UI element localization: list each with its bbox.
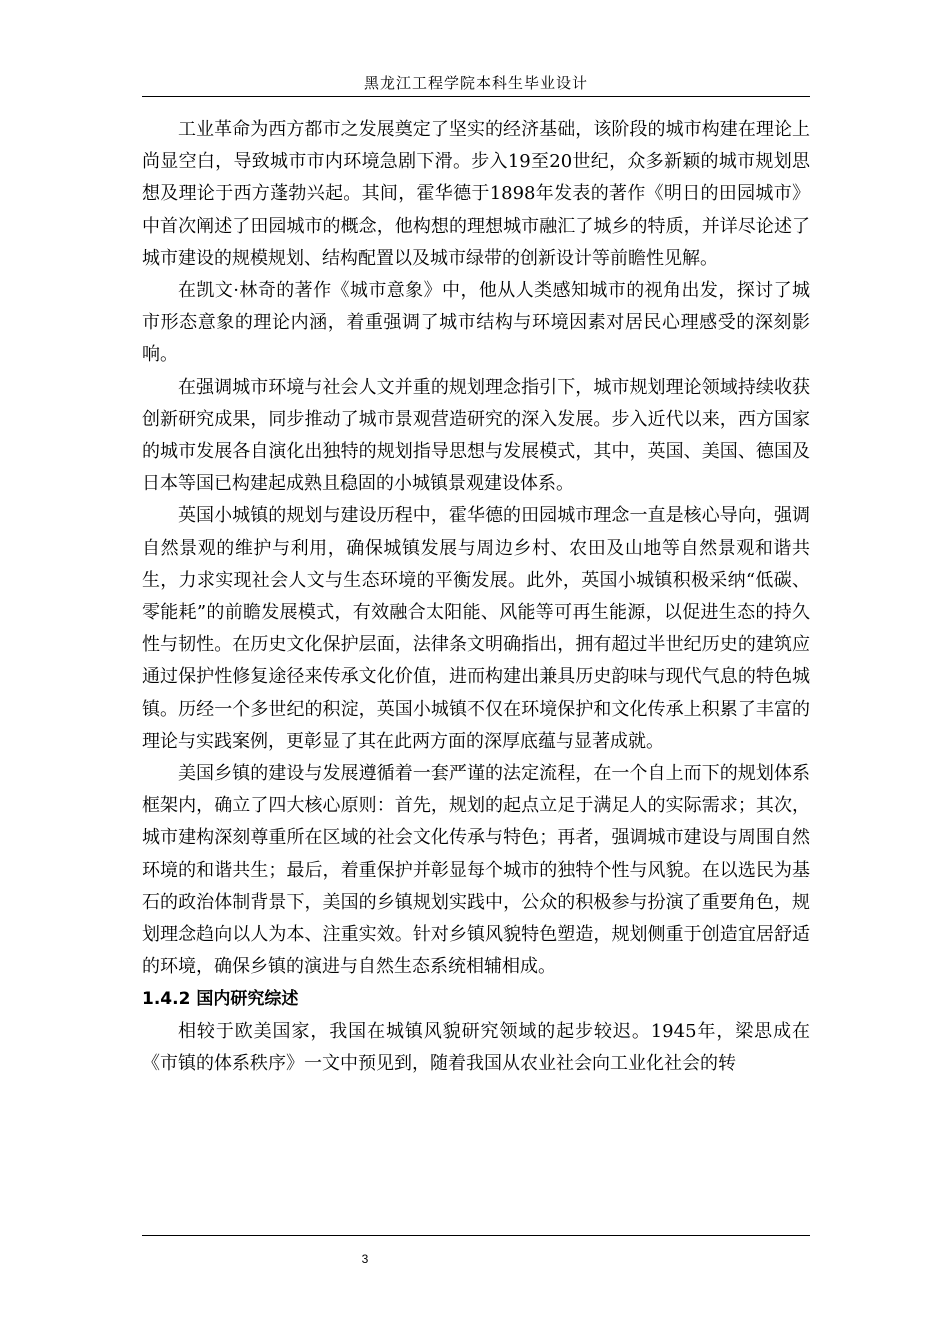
paragraph-industrial-revolution: 工业革命为西方都市之发展奠定了坚实的经济基础，该阶段的城市构建在理论上尚显空白，导致城市市内环境急剧下滑。步入19至20世纪，众多新颖的城市规划思想及理论于西方蓬勃兴起。其间，霍华德于1898年发表的著作《明日的田园城市》中首次阐述了田园城市的概念，他构想的理想城市融汇了城乡的特质，并详尽论述了城市建设的规模规划、结构配置以及城市绿带的创新设计等前瞻性见解。 bbox=[142, 119, 810, 269]
paragraph-domestic-research: 相较于欧美国家，我国在城镇风貌研究领域的起步较迟。1945年，梁思成在《市镇的体系秩序》一文中预见到，随着我国从农业社会向工业化社会的转 bbox=[142, 1020, 810, 1074]
header-title: 黑龙江工程学院本科生毕业设计 bbox=[363, 74, 588, 92]
page-number: 3 bbox=[361, 1252, 369, 1266]
paragraph-planning-theory: 在强调城市环境与社会人文并重的规划理念指引下，城市规划理论领域持续收获创新研究成果，同步推动了城市景观营造研究的深入发展。步入近代以来，西方国家的城市发展各自演化出独特的规划指导思想与发展模式，其中，英国、美国、德国及日本等国已构建起成熟且稳固的小城镇景观建设体系。 bbox=[142, 376, 810, 495]
footer-rule bbox=[142, 1235, 810, 1236]
paragraph-us-towns: 美国乡镇的建设与发展遵循着一套严谨的法定流程，在一个自上而下的规划体系框架内，确立了四大核心原则：首先，规划的起点立足于满足人的实际需求；其次，城市建构深刻尊重所在区域的社会文化传承与特色；再者，强调城市建设与周围自然环境的和谐共生；最后，着重保护并彰显每个城市的独特个性与风貌。在以选民为基石的政治体制背景下，美国的乡镇规划实践中，公众的积极参与扮演了重要角色，规划理念趋向以人为本、注重实效。针对乡镇风貌特色塑造，规划侧重于创造宜居舒适的环境，确保乡镇的演进与自然生态系统相辅相成。 bbox=[142, 763, 810, 978]
document-body bbox=[142, 114, 810, 1080]
paragraph-uk-towns: 英国小城镇的规划与建设历程中，霍华德的田园城市理念一直是核心导向，强调自然景观的维护与利用，确保城镇发展与周边乡村、农田及山地等自然景观和谐共生，力求实现社会人文与生态环境的平衡发展。此外，英国小城镇积极采纳“低碳、零能耗”的前瞻发展模式，有效融合太阳能、风能等可再生能源，以促进生态的持久性与韧性。在历史文化保护层面，法律条文明确指出，拥有超过半世纪历史的建筑应通过保护性修复途径来传承文化价值，进而构建出兼具历史韵味与现代气息的特色城镇。历经一个多世纪的积淀，英国小城镇不仅在环境保护和文化传承上积累了丰富的理论与实践案例，更彰显了其在此两方面的深厚底蕴与显著成就。 bbox=[142, 505, 810, 752]
page-header bbox=[142, 70, 810, 97]
paragraph-kevin-lynch: 在凯文·林奇的著作《城市意象》中，他从人类感知城市的视角出发，探讨了城市形态意象的理论内涵，着重强调了城市结构与环境因素对居民心理感受的深刻影响。 bbox=[142, 280, 810, 366]
section-heading: 1.4.2 国内研究综述 bbox=[142, 989, 299, 1010]
